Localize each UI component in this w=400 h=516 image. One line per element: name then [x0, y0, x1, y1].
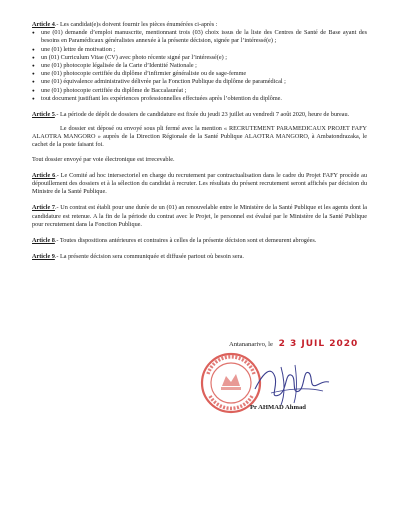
date-line: [229, 339, 358, 351]
article-5-label: Article 5: [32, 110, 55, 118]
article-9: [32, 253, 367, 261]
list-item: ● tout document justifiant les expériences professionnelles effectuées après l’obtention du diplôme.: [32, 95, 367, 103]
list-item: ● une (01) lettre de motivation ;: [32, 46, 367, 54]
article-4-intro: .- Les candidat(e)s doivent fournir les pièces énumérées ci-après :: [54, 21, 218, 28]
required-documents-list: [32, 29, 367, 103]
article-7-text: .- Un contrat est établi pour une durée de un (01) an renouvelable entre le Ministère de la Santé Publique et les agents dont la candidature est retenue. A la fin de la période du contrat avec le Projet, le personnel est évalué par le Ministère de la Santé Publique pour recrutement dans la Fonction Publique.: [32, 204, 367, 228]
handwritten-signature-icon: [251, 355, 331, 410]
article-7-label: Article 7: [32, 204, 55, 212]
list-item: ● un (01) Curriculum Vitae (CV) avec photo récente signé par l’intéressé(e) ;: [32, 54, 367, 62]
article-6-text: .- Le Comité ad hoc intersectoriel en charge du recrutement par contractualisation dans le cadre du Projet FAFY procède au dépouillement des dossiers et à la sélection du candidat à recruter. Les résultats du présent recrutement seront affichés par décision du Ministre de la Santé Publique.: [32, 171, 367, 196]
date-stamp: 2 3 JUIL 2020: [278, 339, 359, 349]
list-item: ● une (01) photocopie certifiée du diplôme d’infirmier généraliste ou de sage-femme: [32, 70, 367, 78]
list-item: ● une (01) photocopie certifiée du diplôme de Baccalauréat ;: [32, 87, 367, 95]
list-item: ● une (01) demande d’emploi manuscrite, mentionnant trois (03) choix issus de la liste des Centres de Santé de Base ayant des besoins en Paramédicaux généralistes annexée à la présente décision, signée par l’intéressé(e) ;: [32, 29, 367, 45]
article-6-label: Article 6: [32, 171, 56, 179]
article-8-label: Article 8: [32, 236, 55, 244]
article-8: [32, 237, 367, 245]
document-body: [32, 21, 367, 261]
list-item: ● une (01) photocopie légalisée de la Carte d’Identité Nationale ;: [32, 62, 367, 70]
article-5: [32, 111, 367, 164]
article-5-submission: Le dossier est déposé ou envoyé sous pli fermé avec la mention « RECRUTEMENT PARAMEDICAUX PROJET FAFY ALAOTRA MANGORO » auprès de la Direction Régionale de la Santé Publique ALAOTRA MANGORO, à Ambatondrazaka, le cachet de la poste faisant foi.: [32, 125, 367, 149]
article-4: [32, 21, 367, 103]
article-6: [32, 172, 367, 197]
article-4-label: Article 4: [32, 21, 55, 28]
article-9-label: Article 9: [32, 253, 55, 261]
place-label: Antananarivo, le: [229, 341, 273, 348]
list-item: ● une (01) équivalence administrative délivrée par la Fonction Publique du diplôme de paramédical ;: [32, 78, 367, 86]
article-9-text: .- La présente décision sera communiquée et diffusée partout où besoin sera.: [54, 253, 244, 261]
article-5-text: .- La période de dépôt de dossiers de candidature est fixée du jeudi 23 juillet au vendredi 7 août 2020, heure de bureau.: [54, 110, 350, 118]
article-7: [32, 204, 367, 229]
article-8-text: .- Toutes dispositions antérieures et contraires à celles de la présente décision sont et demeurent abrogées.: [54, 236, 317, 244]
signer-name: Pr AHMAD Ahmad: [250, 404, 306, 411]
article-5-electronic: Tout dossier envoyé par voie électronique est irrecevable.: [32, 155, 175, 163]
